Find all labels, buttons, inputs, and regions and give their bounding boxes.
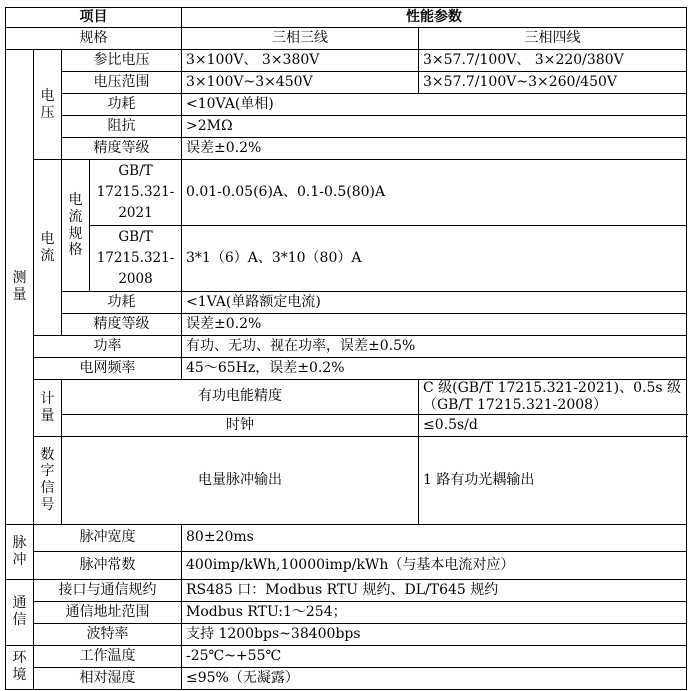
interface-protocol-value: RS485 口：Modbus RTU 规约、DL/T645 规约 bbox=[182, 579, 687, 601]
voltage-group-label: 电压 bbox=[34, 50, 62, 160]
measure-group-label: 测量 bbox=[6, 50, 34, 525]
ref-voltage-3p3w: 3×100V、 3×380V bbox=[182, 50, 419, 72]
table-row bbox=[6, 623, 687, 645]
table-row bbox=[6, 292, 687, 314]
voltage-range-3p4w: 3×57.7/100V~3×260/450V bbox=[419, 72, 687, 94]
table-row bbox=[6, 579, 687, 601]
environment-group-label: 环境 bbox=[6, 645, 34, 689]
voltage-range-label: 电压范围 bbox=[62, 72, 182, 94]
current-power-label: 功耗 bbox=[62, 292, 182, 314]
spec-table bbox=[5, 7, 687, 690]
grid-frequency-label: 电网频率 bbox=[34, 358, 182, 380]
comm-address-label: 通信地址范围 bbox=[34, 601, 182, 623]
impedance-value: >2MΩ bbox=[182, 116, 687, 138]
pulse-output-value: 1 路有功光耦输出 bbox=[419, 436, 687, 524]
baud-rate-value: 支持 1200bps~38400bps bbox=[182, 623, 687, 645]
table-row bbox=[6, 314, 687, 336]
pulse-group-label: 脉冲 bbox=[6, 524, 34, 579]
table-row bbox=[6, 160, 687, 226]
current-power-value: <1VA(单路额定电流) bbox=[182, 292, 687, 314]
table-row bbox=[6, 138, 687, 160]
digital-signal-group-label: 数字信号 bbox=[34, 436, 62, 524]
pulse-output-label: 电量脉冲输出 bbox=[62, 436, 419, 524]
power-label: 功率 bbox=[34, 336, 182, 358]
table-row bbox=[6, 551, 687, 579]
interface-protocol-label: 接口与通信规约 bbox=[34, 579, 182, 601]
operating-temp-value: -25℃~+55℃ bbox=[182, 645, 687, 667]
spec-3p3w: 三相三线 bbox=[182, 28, 419, 50]
clock-value: ≤0.5s/d bbox=[419, 414, 687, 436]
humidity-value: ≤95%（无凝露） bbox=[182, 667, 687, 689]
table-row bbox=[6, 645, 687, 667]
baud-rate-label: 波特率 bbox=[34, 623, 182, 645]
energy-accuracy-label: 有功电能精度 bbox=[62, 380, 419, 415]
table-row bbox=[6, 414, 687, 436]
std-2008-label: GB/T 17215.321-2008 bbox=[90, 226, 182, 292]
table-row bbox=[6, 667, 687, 689]
voltage-accuracy-value: 误差±0.2% bbox=[182, 138, 687, 160]
ref-voltage-3p4w: 3×57.7/100V、 3×220/380V bbox=[419, 50, 687, 72]
pulse-constant-label: 脉冲常数 bbox=[34, 551, 182, 579]
pulse-constant-value: 400imp/kWh,10000imp/kWh（与基本电流对应） bbox=[182, 551, 687, 579]
spec-3p4w: 三相四线 bbox=[419, 28, 687, 50]
metering-group-label: 计量 bbox=[34, 380, 62, 437]
clock-label: 时钟 bbox=[62, 414, 419, 436]
table-row bbox=[6, 8, 687, 28]
table-row bbox=[6, 524, 687, 551]
energy-accuracy-value: C 级(GB/T 17215.321-2021)、0.5s 级（GB/T 17215.321-2008） bbox=[419, 380, 687, 415]
pulse-width-label: 脉冲宽度 bbox=[34, 524, 182, 551]
std-2021-label: GB/T 17215.321-2021 bbox=[90, 160, 182, 226]
power-value: 有功、无功、视在功率，误差±0.5% bbox=[182, 336, 687, 358]
comm-group-label: 通信 bbox=[6, 579, 34, 645]
header-params: 性能参数 bbox=[182, 8, 687, 28]
table-row bbox=[6, 436, 687, 524]
table-row bbox=[6, 358, 687, 380]
current-accuracy-label: 精度等级 bbox=[62, 314, 182, 336]
comm-address-value: Modbus RTU:1～254； bbox=[182, 601, 687, 623]
table-row bbox=[6, 50, 687, 72]
table-row bbox=[6, 72, 687, 94]
spec-label: 规格 bbox=[6, 28, 182, 50]
ref-voltage-label: 参比电压 bbox=[62, 50, 182, 72]
current-2008-value: 3*1（6）A、3*10（80）A bbox=[182, 226, 687, 292]
humidity-label: 相对湿度 bbox=[34, 667, 182, 689]
voltage-power-label: 功耗 bbox=[62, 94, 182, 116]
voltage-range-3p3w: 3×100V~3×450V bbox=[182, 72, 419, 94]
grid-frequency-value: 45～65Hz，误差±0.2% bbox=[182, 358, 687, 380]
impedance-label: 阻抗 bbox=[62, 116, 182, 138]
voltage-power-value: <10VA(单相) bbox=[182, 94, 687, 116]
current-group-label: 电流 bbox=[34, 160, 62, 336]
table-row bbox=[6, 336, 687, 358]
table-row bbox=[6, 94, 687, 116]
pulse-width-value: 80±20ms bbox=[182, 524, 687, 551]
header-item: 项目 bbox=[6, 8, 182, 28]
voltage-accuracy-label: 精度等级 bbox=[62, 138, 182, 160]
table-row bbox=[6, 28, 687, 50]
table-row bbox=[6, 116, 687, 138]
operating-temp-label: 工作温度 bbox=[34, 645, 182, 667]
current-spec-group-label: 电流规格 bbox=[62, 160, 90, 292]
current-accuracy-value: 误差±0.2% bbox=[182, 314, 687, 336]
current-2021-value: 0.01-0.05(6)A、0.1-0.5(80)A bbox=[182, 160, 687, 226]
table-row bbox=[6, 226, 687, 292]
table-row bbox=[6, 601, 687, 623]
table-row bbox=[6, 380, 687, 415]
